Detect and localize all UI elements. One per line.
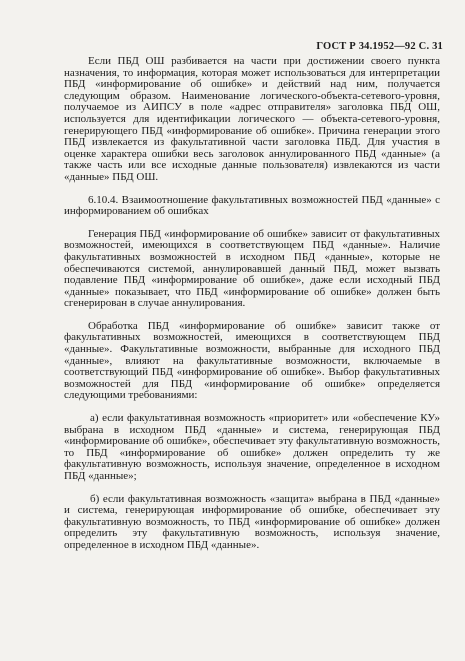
paragraph-error-report-processing: Обработка ПБД «информирование об ошибке» зависит также от факультативных возможностей, имеющихся в соответствующем ПБД «данные». Факультативные возможности, выбранные для исходного ПБД «данные», влияют на факультативные возможности, включаемые в соответствующий ПБД «информирование об ошибке». Выбор факультативных возможностей для ПБД «информирование об ошибке» определяется следующими требованиями:	[64, 319, 440, 402]
page-body	[64, 56, 440, 552]
list-item-a: а) если факультативная возможность «приоритет» или «обеспечение КУ» выбрана в исходном ПБД «данные» и система, генерирующая ПБД «информирование об ошибке», обеспечивает эту факультативную возможность, то ПБД «информирование об ошибке» должен определить ту же факультативную возможность, используя значение, определенное в исходном ПБД «данные»;	[64, 412, 440, 482]
paragraph-pbd-split: Если ПБД ОШ разбивается на части при достижении своего пункта назначения, то информация, которая может использоваться для интерпретации ПБД «информирование об ошибке» и действий над ним, получается следующим образом. Наименование логического-объекта-сетевого-уровня, получаемое из АИПСУ в поле «адрес отправителя» заголовка ПБД ОШ, используется для идентификации логического — объекта-сетевого-уровня, генерирующего ПБД «информирование об ошибке». Причина генерации этого ПБД извлекается из факультативной части заголовка ПБД. Для участия в оценке характера ошибки весь заголовок аннулированного ПБД «данные» (а также часть или все исходные данные пользователя) извлекаются из части «данные» ПБД ОШ.	[64, 55, 440, 183]
paragraph-error-report-generation: Генерация ПБД «информирование об ошибке» зависит от факультативных возможностей, имеющихся в соответствующем ПБД «данные». Наличие факультативных возможностей в исходном ПБД «данные», которые не обеспечиваются системой, аннулировавшей данный ПБД, может вызвать подавление ПБД «информирование об ошибке», даже если исходный ПБД «данные» показывает, что ПБД «информирование об ошибке» должен быть сгенерирован в случае аннулирования.	[64, 227, 440, 310]
section-heading-6-10-4: 6.10.4. Взаимоотношение факультативных возможностей ПБД «данные» с информированием об ошибках	[64, 193, 440, 218]
list-item-b: б) если факультативная возможность «защита» выбрана в ПБД «данные» и система, генерирующая информирование об ошибке, обеспечивает эту факультативную возможность, то ПБД «информирование об ошибке» должен определить эту факультативную возможность, используя значение, определенное в исходном ПБД «данные».	[64, 492, 440, 551]
page-header: ГОСТ Р 34.1952—92 С. 31	[316, 41, 443, 52]
